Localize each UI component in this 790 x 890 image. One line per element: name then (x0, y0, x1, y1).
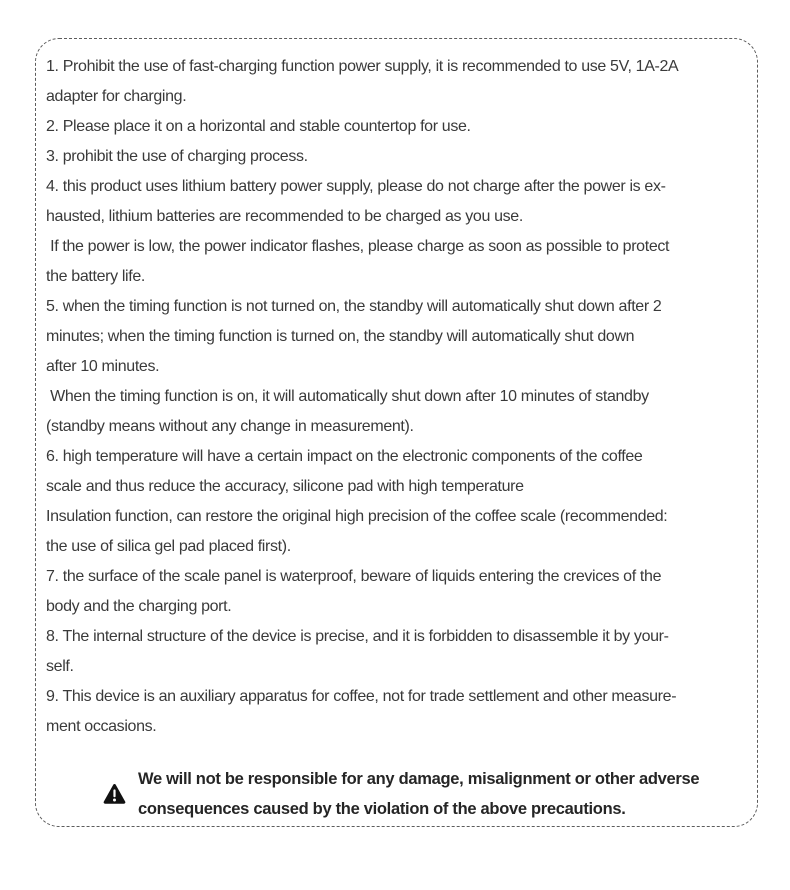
warning-text-line: consequences caused by the violation of the above precautions. (138, 800, 626, 818)
warning-text-line: We will not be responsible for any damage, misalignment or other adverse (138, 770, 700, 788)
precaution-text-line: 4. this product uses lithium battery power supply, please do not charge after the power is ex- (46, 178, 666, 195)
precaution-text-line: 1. Prohibit the use of fast-charging function power supply, it is recommended to use 5V, 1A-2A (46, 58, 679, 75)
warning-triangle-icon (103, 783, 126, 805)
precaution-text-line: 6. high temperature will have a certain impact on the electronic components of the coffee (46, 448, 643, 465)
precaution-text-line: 8. The internal structure of the device is precise, and it is forbidden to disassemble it by your- (46, 628, 669, 645)
warning-text (138, 764, 699, 824)
precaution-text-line: 5. when the timing function is not turned on, the standby will automatically shut down after 2 (46, 298, 662, 315)
precaution-text-line: (standby means without any change in measurement). (46, 418, 414, 435)
precaution-text-line: hausted, lithium batteries are recommended to be charged as you use. (46, 208, 523, 225)
precaution-text-line: adapter for charging. (46, 88, 187, 105)
precaution-text-line: the battery life. (46, 268, 145, 285)
precaution-text-line: scale and thus reduce the accuracy, silicone pad with high temperature (46, 478, 524, 495)
precaution-text-line: body and the charging port. (46, 598, 232, 615)
precaution-text-line: the use of silica gel pad placed first). (46, 538, 291, 555)
precaution-text-line: 2. Please place it on a horizontal and stable countertop for use. (46, 118, 471, 135)
precautions-text (46, 52, 748, 742)
precaution-text-line: If the power is low, the power indicator flashes, please charge as soon as possible to protect (46, 238, 670, 255)
precaution-text-line: 7. the surface of the scale panel is waterproof, beware of liquids entering the crevices of the (46, 568, 662, 585)
precaution-text-line: Insulation function, can restore the original high precision of the coffee scale (recommended: (46, 508, 668, 525)
precaution-text-line: self. (46, 658, 74, 675)
precaution-text-line: When the timing function is on, it will automatically shut down after 10 minutes of standby (46, 388, 649, 405)
precaution-text-line: ment occasions. (46, 718, 157, 735)
precautions-box (35, 38, 758, 827)
precaution-text-line: 3. prohibit the use of charging process. (46, 148, 308, 165)
precaution-text-line: after 10 minutes. (46, 358, 160, 375)
precaution-text-line: 9. This device is an auxiliary apparatus for coffee, not for trade settlement and other measure- (46, 688, 677, 705)
precaution-text-line: minutes; when the timing function is turned on, the standby will automatically shut down (46, 328, 635, 345)
warning-note (103, 764, 748, 824)
